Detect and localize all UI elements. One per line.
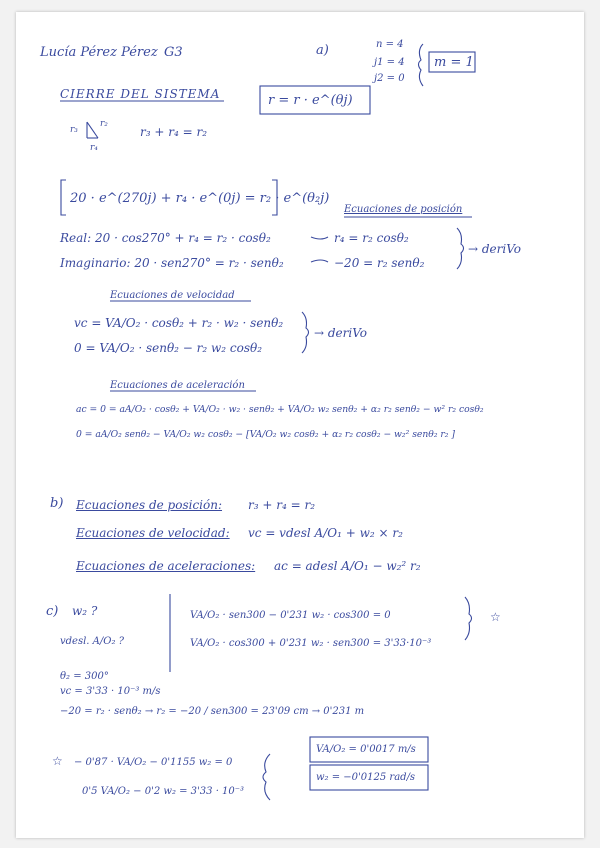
param-n: n = 4 (376, 39, 404, 50)
theta-value: θ₂ = 300° (60, 671, 109, 682)
derive-note-1: → deriVo (468, 242, 522, 256)
author-name: Lucía Pérez Pérez (40, 45, 158, 60)
accel-eq-2: 0 = aA/O₂ senθ₂ − VA/O₂ w₂ cosθ₂ − [VA/O₂ w₂ cosθ₂ + α₂ r₂ cosθ₂ − w₂² senθ₂ r₂ ] (76, 429, 455, 440)
velocity-title: Ecuaciones de velocidad (110, 290, 235, 301)
sketch-label-r3: r₃ (70, 125, 78, 135)
derive-note-2: → deriVo (314, 326, 368, 340)
r2-calculation: −20 = r₂ · senθ₂ → r₂ = −20 / sen300 = 23'09 cm → 0'231 m (60, 706, 365, 717)
star-icon-1: ☆ (490, 610, 501, 624)
group-label: G3 (164, 45, 183, 60)
vc-value: vc = 3'33 · 10⁻³ m/s (60, 686, 161, 697)
m-result: m = 1 (434, 55, 474, 70)
velocity-eq-2: 0 = VA/O₂ · senθ₂ − r₂ w₂ cosθ₂ (74, 341, 263, 355)
sketch-label-r4: r₄ (90, 143, 98, 153)
part-c-brace (465, 597, 472, 640)
b-velocity-eq: vc = vdesl A/O₁ + w₂ × r₂ (248, 526, 403, 540)
position-eq-1: r₄ = r₂ cosθ₂ (334, 231, 409, 245)
velocity-brace (302, 312, 309, 353)
sketch-label-r2: r₂ (100, 119, 108, 129)
accel-eq-1: ac = 0 = aA/O₂ · cosθ₂ + VA/O₂ · w₂ · senθ₂ + VA/O₂ w₂ senθ₂ + α₂ r₂ senθ₂ − w² r₂ cosθ₂ (76, 404, 484, 415)
b-velocity-label: Ecuaciones de velocidad: (76, 526, 230, 540)
sketch-r2 (87, 122, 98, 138)
accel-title: Ecuaciones de aceleración (110, 380, 245, 391)
param-j2: j2 = 0 (374, 73, 405, 84)
part-b-label: b) (50, 496, 64, 511)
star-equation-1: − 0'87 · VA/O₂ − 0'1155 w₂ = 0 (74, 757, 233, 768)
b-accel-label: Ecuaciones de aceleraciones: (76, 559, 256, 573)
system-eq-1: VA/O₂ · sen300 − 0'231 w₂ · cos300 = 0 (190, 610, 391, 621)
arrow-real (311, 237, 328, 239)
derive-label-2: deriVo (327, 326, 368, 340)
result-w2: w₂ = −0'0125 rad/s (316, 772, 416, 783)
part-a-label: a) (316, 43, 329, 58)
part-c-label: c) (46, 604, 59, 619)
closure-title: CIERRE DEL SISTEMA (60, 87, 221, 101)
vector-sum: r₃ + r₄ = r₂ (140, 125, 208, 139)
notebook-page (16, 12, 584, 838)
arrow-imag (311, 260, 328, 262)
position-eq-2: −20 = r₂ senθ₂ (334, 256, 425, 270)
star-icon-2: ☆ (52, 754, 63, 768)
b-position-eq: r₃ + r₄ = r₂ (248, 498, 316, 512)
velocity-eq-1: vc = VA/O₂ · cosθ₂ + r₂ · w₂ · senθ₂ (74, 316, 284, 330)
position-brace (457, 228, 464, 269)
real-equation: Real: 20 · cos270° + r₄ = r₂ · cosθ₂ (60, 231, 271, 245)
position-title: Ecuaciones de posición (344, 204, 463, 215)
star-equation-2: 0'5 VA/O₂ − 0'2 w₂ = 3'33 · 10⁻³ (82, 786, 245, 797)
b-position-label: Ecuaciones de posición: (76, 498, 223, 512)
system-eq-2: VA/O₂ · cos300 + 0'231 w₂ · sen300 = 3'33·10⁻³ (190, 638, 432, 649)
vector-definition: r = r · e^(θj) (268, 93, 353, 108)
imaginary-equation: Imaginario: 20 · sen270° = r₂ · senθ₂ (60, 256, 284, 270)
result-v: VA/O₂ = 0'0017 m/s (316, 744, 416, 755)
unknown-w2: w₂ ? (72, 604, 98, 618)
b-accel-eq: ac = adesl A/O₁ − w₂² r₂ (274, 559, 421, 573)
derive-label-1: deriVo (481, 242, 522, 256)
param-j1: j1 = 4 (374, 57, 405, 68)
closure-eq-bracket-left (61, 180, 66, 215)
params-brace (419, 44, 424, 86)
unknown-vdesl: vdesl. A/O₂ ? (60, 636, 124, 647)
closure-equation: 20 · e^(270j) + r₄ · e^(0j) = r₂ · e^(θ₂j) (70, 191, 330, 206)
results-brace (263, 754, 270, 800)
